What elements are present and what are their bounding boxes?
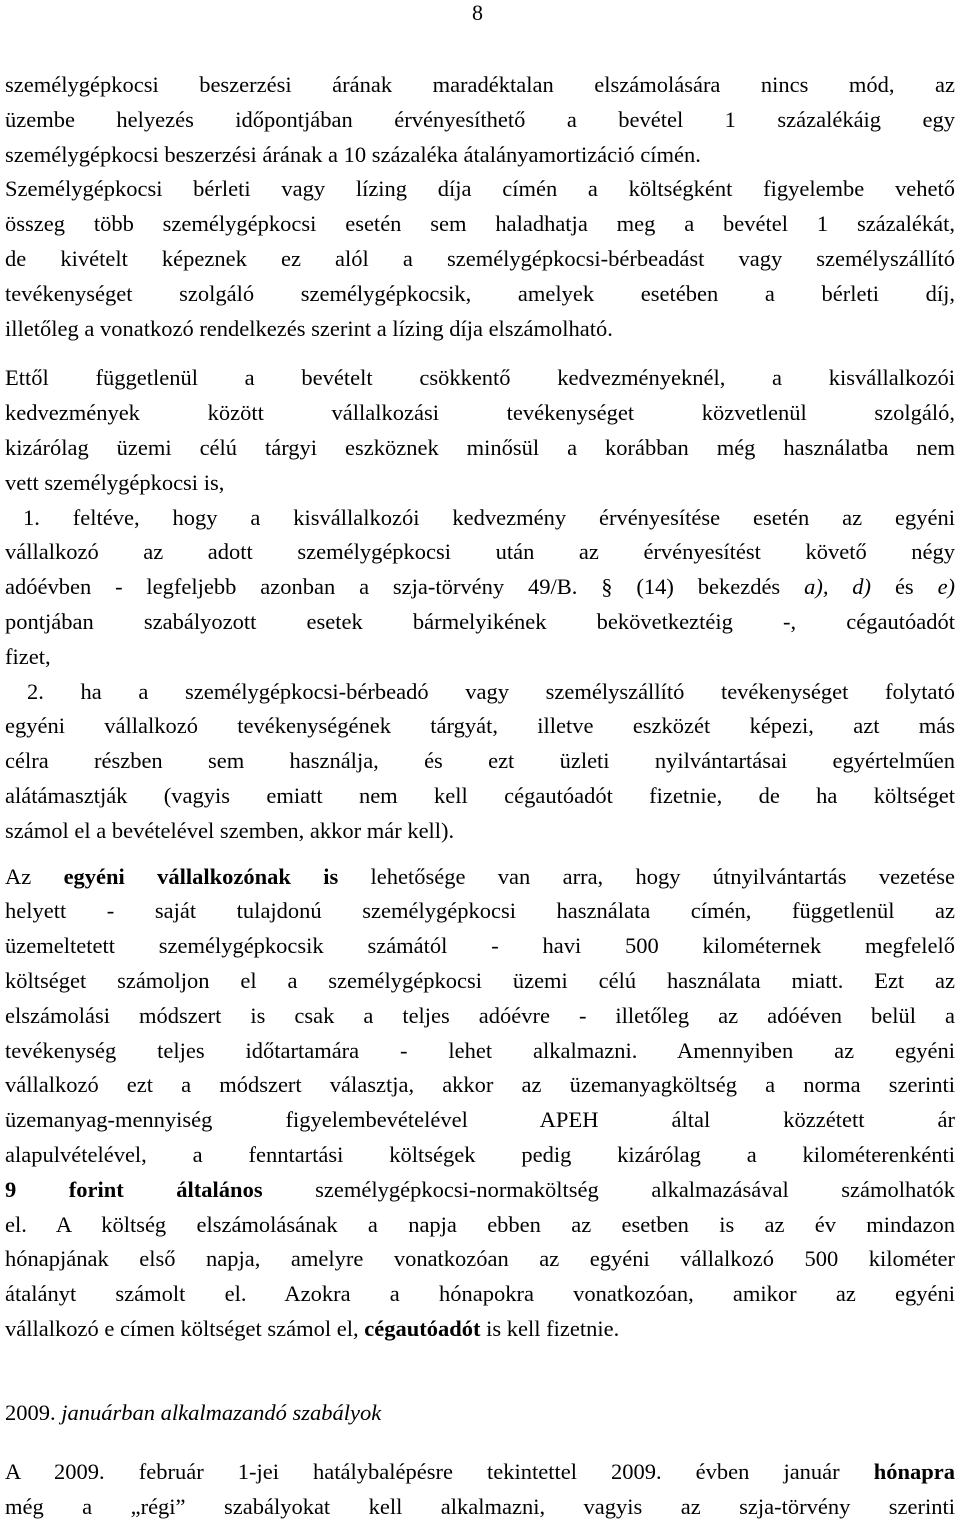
document-body xyxy=(5,68,955,1525)
text-line: el. A költség elszámolásának a napja ebben az esetben is az év mindazon xyxy=(5,1211,955,1237)
text-line: de kivételt képeznek ez alól a személygépkocsi-bérbeadást vagy személyszállító xyxy=(5,245,955,271)
text-line xyxy=(5,860,955,895)
bold-text: cégautóadót xyxy=(364,1315,481,1341)
list-item-1 xyxy=(5,501,955,675)
text-line: alátámasztják (vagyis emiatt nem kell cégautóadót fizetnie, de ha költséget xyxy=(5,782,955,808)
text-line: összeg több személygépkocsi esetén sem haladhatja meg a bevétel 1 százalékát, xyxy=(5,211,955,237)
text-line: számol el a bevételével szemben, akkor már kell). xyxy=(5,817,455,843)
text-segment: lehetősége van arra, hogy útnyilvántartás vezetése xyxy=(370,863,956,889)
paragraph-small-business-benefits xyxy=(5,361,955,848)
text-line: vett személygépkocsi is, xyxy=(5,469,225,495)
text-segment: adóévben - legfeljebb azonban a szja-törvény 49/B. xyxy=(5,574,578,600)
text-line: egyéni vállalkozó tevékenységének tárgyát, illetve eszközét képezi, azt más xyxy=(5,713,955,739)
text-segment: (14) bekezdés xyxy=(636,574,781,600)
text-line: személygépkocsi beszerzési árának maradéktalan elszámolására nincs mód, az xyxy=(5,72,955,97)
text-line: üzemanyag-mennyiség figyelembevételével APEH által közzétett ár xyxy=(5,1107,955,1133)
text-line: üzembe helyezés időpontjában érvényesíthető a bevétel 1 százalékáig egy xyxy=(5,106,955,132)
text-line: helyett - saját tulajdonú személygépkocsi használata címén, függetlenül az xyxy=(5,898,955,924)
text-segment: is kell fizetnie. xyxy=(486,1315,620,1341)
text-segment: személygépkocsi-normaköltség alkalmazásával számolhatók xyxy=(315,1176,955,1202)
bold-text: egyéni vállalkozónak is xyxy=(63,863,339,889)
text-line: pontjában szabályozott esetek bármelyikének bekövetkeztéig -, cégautóadót xyxy=(5,608,955,634)
text-line: hónapjának első napja, amelyre vonatkozóan az egyéni vállalkozó 500 kilométer xyxy=(5,1246,955,1272)
text-line: Ettől függetlenül a bevételt csökkentő kedvezményeknél, a kisvállalkozói xyxy=(5,365,955,391)
list-item-text: 1. feltéve, hogy a kisvállalkozói kedvezmény érvényesítése esetén az egyéni xyxy=(23,504,955,530)
italic-reference: e) xyxy=(937,574,956,600)
bold-text: hónapra xyxy=(873,1459,956,1485)
list-item-text: 2. ha a személygépkocsi-bérbeadó vagy személyszállító tevékenységet folytató xyxy=(27,678,955,704)
text-line: üzemeltetett személygépkocsik számától - havi 500 kilométernek megfelelő xyxy=(5,933,955,959)
text-line: átalányt számolt el. Azokra a hónapokra vonatkozóan, amikor az egyéni xyxy=(5,1281,955,1307)
bold-text: 9 forint általános xyxy=(5,1176,263,1202)
heading-text: januárban alkalmazandó szabályok xyxy=(61,1399,382,1425)
text-line: tevékenységet szolgáló személygépkocsik, amelyek esetében a bérleti díj, xyxy=(5,280,955,306)
text-line xyxy=(5,1455,955,1490)
text-line: kedvezmények között vállalkozási tevékenységet közvetlenül szolgáló, xyxy=(5,400,955,426)
text-line xyxy=(5,501,955,536)
text-line: fizet, xyxy=(5,643,51,669)
text-line xyxy=(5,570,955,605)
text-line xyxy=(5,675,955,710)
text-segment: és xyxy=(894,574,914,600)
text-line: illetőleg a vonatkozó rendelkezés szerint a lízing díja elszámolható. xyxy=(5,315,613,341)
text-line: személygépkocsi beszerzési árának a 10 százaléka átalányamortizáció címén. xyxy=(5,141,701,167)
text-line: vállalkozó ezt a módszert választja, akkor az üzemanyagköltség a norma szerinti xyxy=(5,1072,955,1098)
paragraph-vehicle-amortization xyxy=(5,68,955,346)
text-line: még a „régi” szabályokat kell alkalmazni, vagyis az szja-törvény szerinti xyxy=(5,1494,955,1520)
list-item-2 xyxy=(5,675,955,849)
heading-year: 2009. xyxy=(5,1399,56,1425)
text-line xyxy=(5,1312,955,1347)
text-line: kizárólag üzemi célú tárgyi eszköznek minősül a korábban még használatba nem xyxy=(5,434,955,460)
text-line: vállalkozó az adott személygépkocsi után az érvényesítést követő négy xyxy=(5,539,955,565)
paragraph-january-rules xyxy=(5,1455,955,1525)
text-line: célra részben sem használja, és ezt üzleti nyilvántartásai egyértelműen xyxy=(5,748,955,774)
text-segment: vállalkozó e címen költséget számol el, xyxy=(5,1315,359,1341)
text-line: költséget számoljon el a személygépkocsi üzemi célú használata miatt. Ezt az xyxy=(5,967,955,993)
italic-reference: a), d) xyxy=(804,574,872,600)
text-segment: Az xyxy=(5,863,32,889)
section-heading xyxy=(5,1396,955,1431)
page-number: 8 xyxy=(472,0,483,25)
text-line: elszámolási módszert is csak a teljes adóévre - illetőleg az adóéven belül a xyxy=(5,1002,955,1028)
section-sign: § xyxy=(601,574,613,600)
paragraph-sole-proprietor xyxy=(5,860,955,1347)
text-line: tevékenység teljes időtartamára - lehet alkalmazni. Amennyiben az egyéni xyxy=(5,1037,955,1063)
text-line xyxy=(5,1173,955,1208)
text-segment: A 2009. február 1-jei hatálybalépésre tekintettel 2009. évben január xyxy=(5,1459,840,1485)
text-line: Személygépkocsi bérleti vagy lízing díja címén a költségként figyelembe vehető xyxy=(5,176,955,202)
text-line: alapulvételével, a fenntartási költségek pedig kizárólag a kilométerenkénti xyxy=(5,1141,955,1167)
